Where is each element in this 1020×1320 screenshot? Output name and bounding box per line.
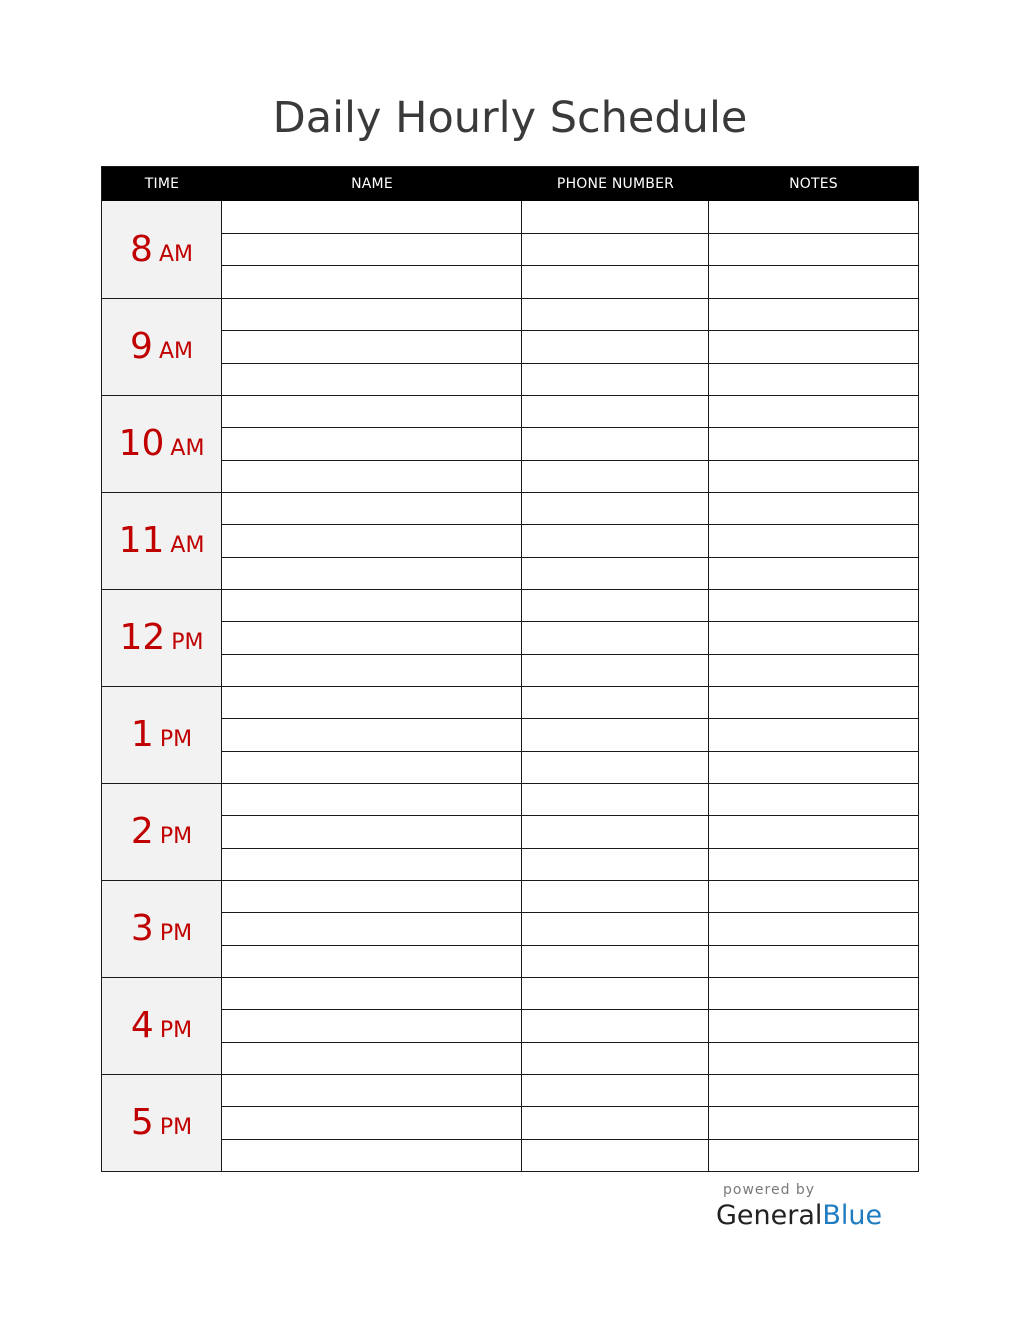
table-row — [222, 815, 918, 847]
hour-period: PM — [159, 1115, 193, 1140]
hour-block — [102, 1074, 918, 1171]
table-row — [222, 881, 918, 912]
name-cell[interactable] — [222, 1075, 522, 1106]
phone-number-cell[interactable] — [522, 201, 709, 233]
name-cell[interactable] — [222, 558, 522, 589]
notes-cell[interactable] — [709, 1010, 918, 1041]
name-cell[interactable] — [222, 266, 522, 298]
table-row — [222, 233, 918, 266]
phone-number-cell[interactable] — [522, 881, 709, 912]
notes-cell[interactable] — [709, 234, 918, 266]
table-row — [222, 524, 918, 556]
hour-number: 8 — [130, 228, 153, 270]
time-cell — [102, 978, 222, 1074]
table-row — [222, 1042, 918, 1074]
phone-number-cell[interactable] — [522, 816, 709, 847]
table-row — [222, 427, 918, 459]
phone-number-cell[interactable] — [522, 913, 709, 944]
phone-number-cell[interactable] — [522, 558, 709, 589]
hour-block — [102, 783, 918, 880]
name-cell[interactable] — [222, 946, 522, 977]
slot-rows — [222, 881, 918, 977]
table-row — [222, 590, 918, 621]
phone-number-cell[interactable] — [522, 978, 709, 1009]
table-row — [222, 330, 918, 362]
notes-cell[interactable] — [709, 558, 918, 589]
phone-number-cell[interactable] — [522, 234, 709, 266]
hour-number: 11 — [118, 520, 165, 561]
slot-rows — [222, 1075, 918, 1171]
hour-block — [102, 298, 918, 395]
phone-number-cell[interactable] — [522, 590, 709, 621]
hour-number: 9 — [130, 326, 153, 367]
phone-number-cell[interactable] — [522, 461, 709, 492]
phone-number-cell[interactable] — [522, 364, 709, 395]
brand-blue: Blue — [822, 1200, 883, 1231]
slot-rows — [222, 687, 918, 783]
notes-cell[interactable] — [709, 461, 918, 492]
table-row — [222, 299, 918, 330]
name-cell[interactable] — [222, 1043, 522, 1074]
name-cell[interactable] — [222, 525, 522, 556]
table-row — [222, 1075, 918, 1106]
powered-by-text: powered by — [723, 1182, 816, 1198]
notes-cell[interactable] — [709, 913, 918, 944]
time-cell — [102, 687, 222, 783]
name-cell[interactable] — [222, 687, 522, 718]
name-cell[interactable] — [222, 1107, 522, 1138]
name-cell[interactable] — [222, 493, 522, 524]
notes-cell[interactable] — [709, 1107, 918, 1138]
slot-rows — [222, 299, 918, 395]
notes-cell[interactable] — [709, 881, 918, 912]
hour-number: 12 — [119, 617, 166, 658]
notes-cell[interactable] — [709, 946, 918, 977]
slot-rows — [222, 590, 918, 686]
hour-block — [102, 492, 918, 589]
table-row — [222, 621, 918, 653]
hour-block — [102, 589, 918, 686]
name-cell[interactable] — [222, 752, 522, 783]
phone-number-cell[interactable] — [522, 622, 709, 653]
hour-number: 10 — [118, 423, 165, 464]
phone-number-cell[interactable] — [522, 1010, 709, 1041]
page-title: Daily Hourly Schedule — [272, 93, 748, 143]
name-cell[interactable] — [222, 1010, 522, 1041]
notes-cell[interactable] — [709, 978, 918, 1009]
name-cell[interactable] — [222, 299, 522, 330]
time-cell — [102, 396, 222, 492]
notes-cell[interactable] — [709, 493, 918, 524]
table-row — [222, 1009, 918, 1041]
name-cell[interactable] — [222, 461, 522, 492]
time-cell — [102, 299, 222, 395]
notes-cell[interactable] — [709, 784, 918, 815]
phone-number-cell[interactable] — [522, 1043, 709, 1074]
header-name: NAME — [351, 176, 393, 192]
name-cell[interactable] — [222, 784, 522, 815]
notes-cell[interactable] — [709, 266, 918, 298]
phone-number-cell[interactable] — [522, 752, 709, 783]
name-cell[interactable] — [222, 1140, 522, 1171]
notes-cell[interactable] — [709, 364, 918, 395]
time-cell — [102, 1075, 222, 1171]
hour-number: 2 — [130, 811, 154, 852]
slot-rows — [222, 201, 918, 298]
name-cell[interactable] — [222, 849, 522, 880]
time-cell — [102, 493, 222, 589]
hour-period: AM — [158, 339, 193, 364]
hour-block — [102, 201, 918, 298]
phone-number-cell[interactable] — [522, 719, 709, 750]
notes-cell[interactable] — [709, 655, 918, 686]
hour-period: AM — [170, 533, 205, 558]
phone-number-cell[interactable] — [522, 784, 709, 815]
table-row — [222, 784, 918, 815]
hour-block — [102, 395, 918, 492]
hour-number: 5 — [130, 1102, 154, 1143]
notes-cell[interactable] — [709, 1075, 918, 1106]
notes-cell[interactable] — [709, 299, 918, 330]
phone-number-cell[interactable] — [522, 946, 709, 977]
table-row — [222, 363, 918, 395]
name-cell[interactable] — [222, 201, 522, 233]
slot-rows — [222, 784, 918, 880]
phone-number-cell[interactable] — [522, 1140, 709, 1171]
hour-blocks — [102, 201, 918, 1171]
table-row — [222, 493, 918, 524]
hour-period: PM — [159, 727, 193, 752]
table-row — [222, 396, 918, 427]
phone-number-cell[interactable] — [522, 331, 709, 362]
table-row — [222, 912, 918, 944]
notes-cell[interactable] — [709, 687, 918, 718]
notes-cell[interactable] — [709, 1140, 918, 1171]
hour-block — [102, 686, 918, 783]
table-row — [222, 460, 918, 492]
hour-number: 3 — [130, 908, 154, 949]
hour-period: PM — [159, 824, 193, 849]
phone-number-cell[interactable] — [522, 396, 709, 427]
phone-number-cell[interactable] — [522, 849, 709, 880]
phone-number-cell[interactable] — [522, 687, 709, 718]
notes-cell[interactable] — [709, 752, 918, 783]
phone-number-cell[interactable] — [522, 266, 709, 298]
name-cell[interactable] — [222, 719, 522, 750]
hour-number: 4 — [130, 1005, 154, 1046]
table-row — [222, 978, 918, 1009]
phone-number-cell[interactable] — [522, 299, 709, 330]
brand-general: General — [716, 1200, 823, 1231]
notes-cell[interactable] — [709, 590, 918, 621]
hour-block — [102, 880, 918, 977]
phone-number-cell[interactable] — [522, 1107, 709, 1138]
table-row — [222, 945, 918, 977]
time-cell — [102, 590, 222, 686]
phone-number-cell[interactable] — [522, 525, 709, 556]
generalblue-logo — [716, 1182, 886, 1233]
name-cell[interactable] — [222, 622, 522, 653]
brand-wordmark — [716, 1199, 886, 1233]
notes-cell[interactable] — [709, 396, 918, 427]
hour-period: PM — [159, 921, 193, 946]
table-row — [222, 687, 918, 718]
notes-cell[interactable] — [709, 201, 918, 233]
notes-cell[interactable] — [709, 331, 918, 362]
slot-rows — [222, 396, 918, 492]
hour-period: PM — [159, 1018, 193, 1043]
hour-period: AM — [170, 436, 205, 461]
notes-cell[interactable] — [709, 525, 918, 556]
header-phone-number: PHONE NUMBER — [556, 176, 675, 192]
name-cell[interactable] — [222, 331, 522, 362]
table-row — [222, 1106, 918, 1138]
phone-number-cell[interactable] — [522, 428, 709, 459]
phone-number-cell[interactable] — [522, 655, 709, 686]
table-row — [222, 718, 918, 750]
name-cell[interactable] — [222, 816, 522, 847]
hour-block — [102, 977, 918, 1074]
name-cell[interactable] — [222, 364, 522, 395]
name-cell[interactable] — [222, 655, 522, 686]
table-row — [222, 1139, 918, 1171]
header-time: TIME — [144, 176, 180, 192]
notes-cell[interactable] — [709, 849, 918, 880]
notes-cell[interactable] — [709, 719, 918, 750]
name-cell[interactable] — [222, 978, 522, 1009]
notes-cell[interactable] — [709, 1043, 918, 1074]
phone-number-cell[interactable] — [522, 493, 709, 524]
name-cell[interactable] — [222, 913, 522, 944]
time-cell — [102, 201, 222, 298]
time-cell — [102, 784, 222, 880]
table-row — [222, 201, 918, 233]
hour-period: AM — [158, 241, 193, 267]
name-cell[interactable] — [222, 428, 522, 459]
hour-period: PM — [171, 630, 204, 655]
notes-cell[interactable] — [709, 622, 918, 653]
name-cell[interactable] — [222, 590, 522, 621]
phone-number-cell[interactable] — [522, 1075, 709, 1106]
schedule-table — [101, 166, 919, 1172]
name-cell[interactable] — [222, 396, 522, 427]
table-row — [222, 557, 918, 589]
name-cell[interactable] — [222, 881, 522, 912]
name-cell[interactable] — [222, 234, 522, 266]
table-row — [222, 654, 918, 686]
table-row — [222, 265, 918, 298]
hour-number: 1 — [130, 714, 154, 755]
table-row — [222, 751, 918, 783]
table-row — [222, 848, 918, 880]
header-notes: NOTES — [789, 176, 838, 192]
notes-cell[interactable] — [709, 816, 918, 847]
notes-cell[interactable] — [709, 428, 918, 459]
slot-rows — [222, 493, 918, 589]
table-header — [102, 167, 918, 201]
time-cell — [102, 881, 222, 977]
slot-rows — [222, 978, 918, 1074]
